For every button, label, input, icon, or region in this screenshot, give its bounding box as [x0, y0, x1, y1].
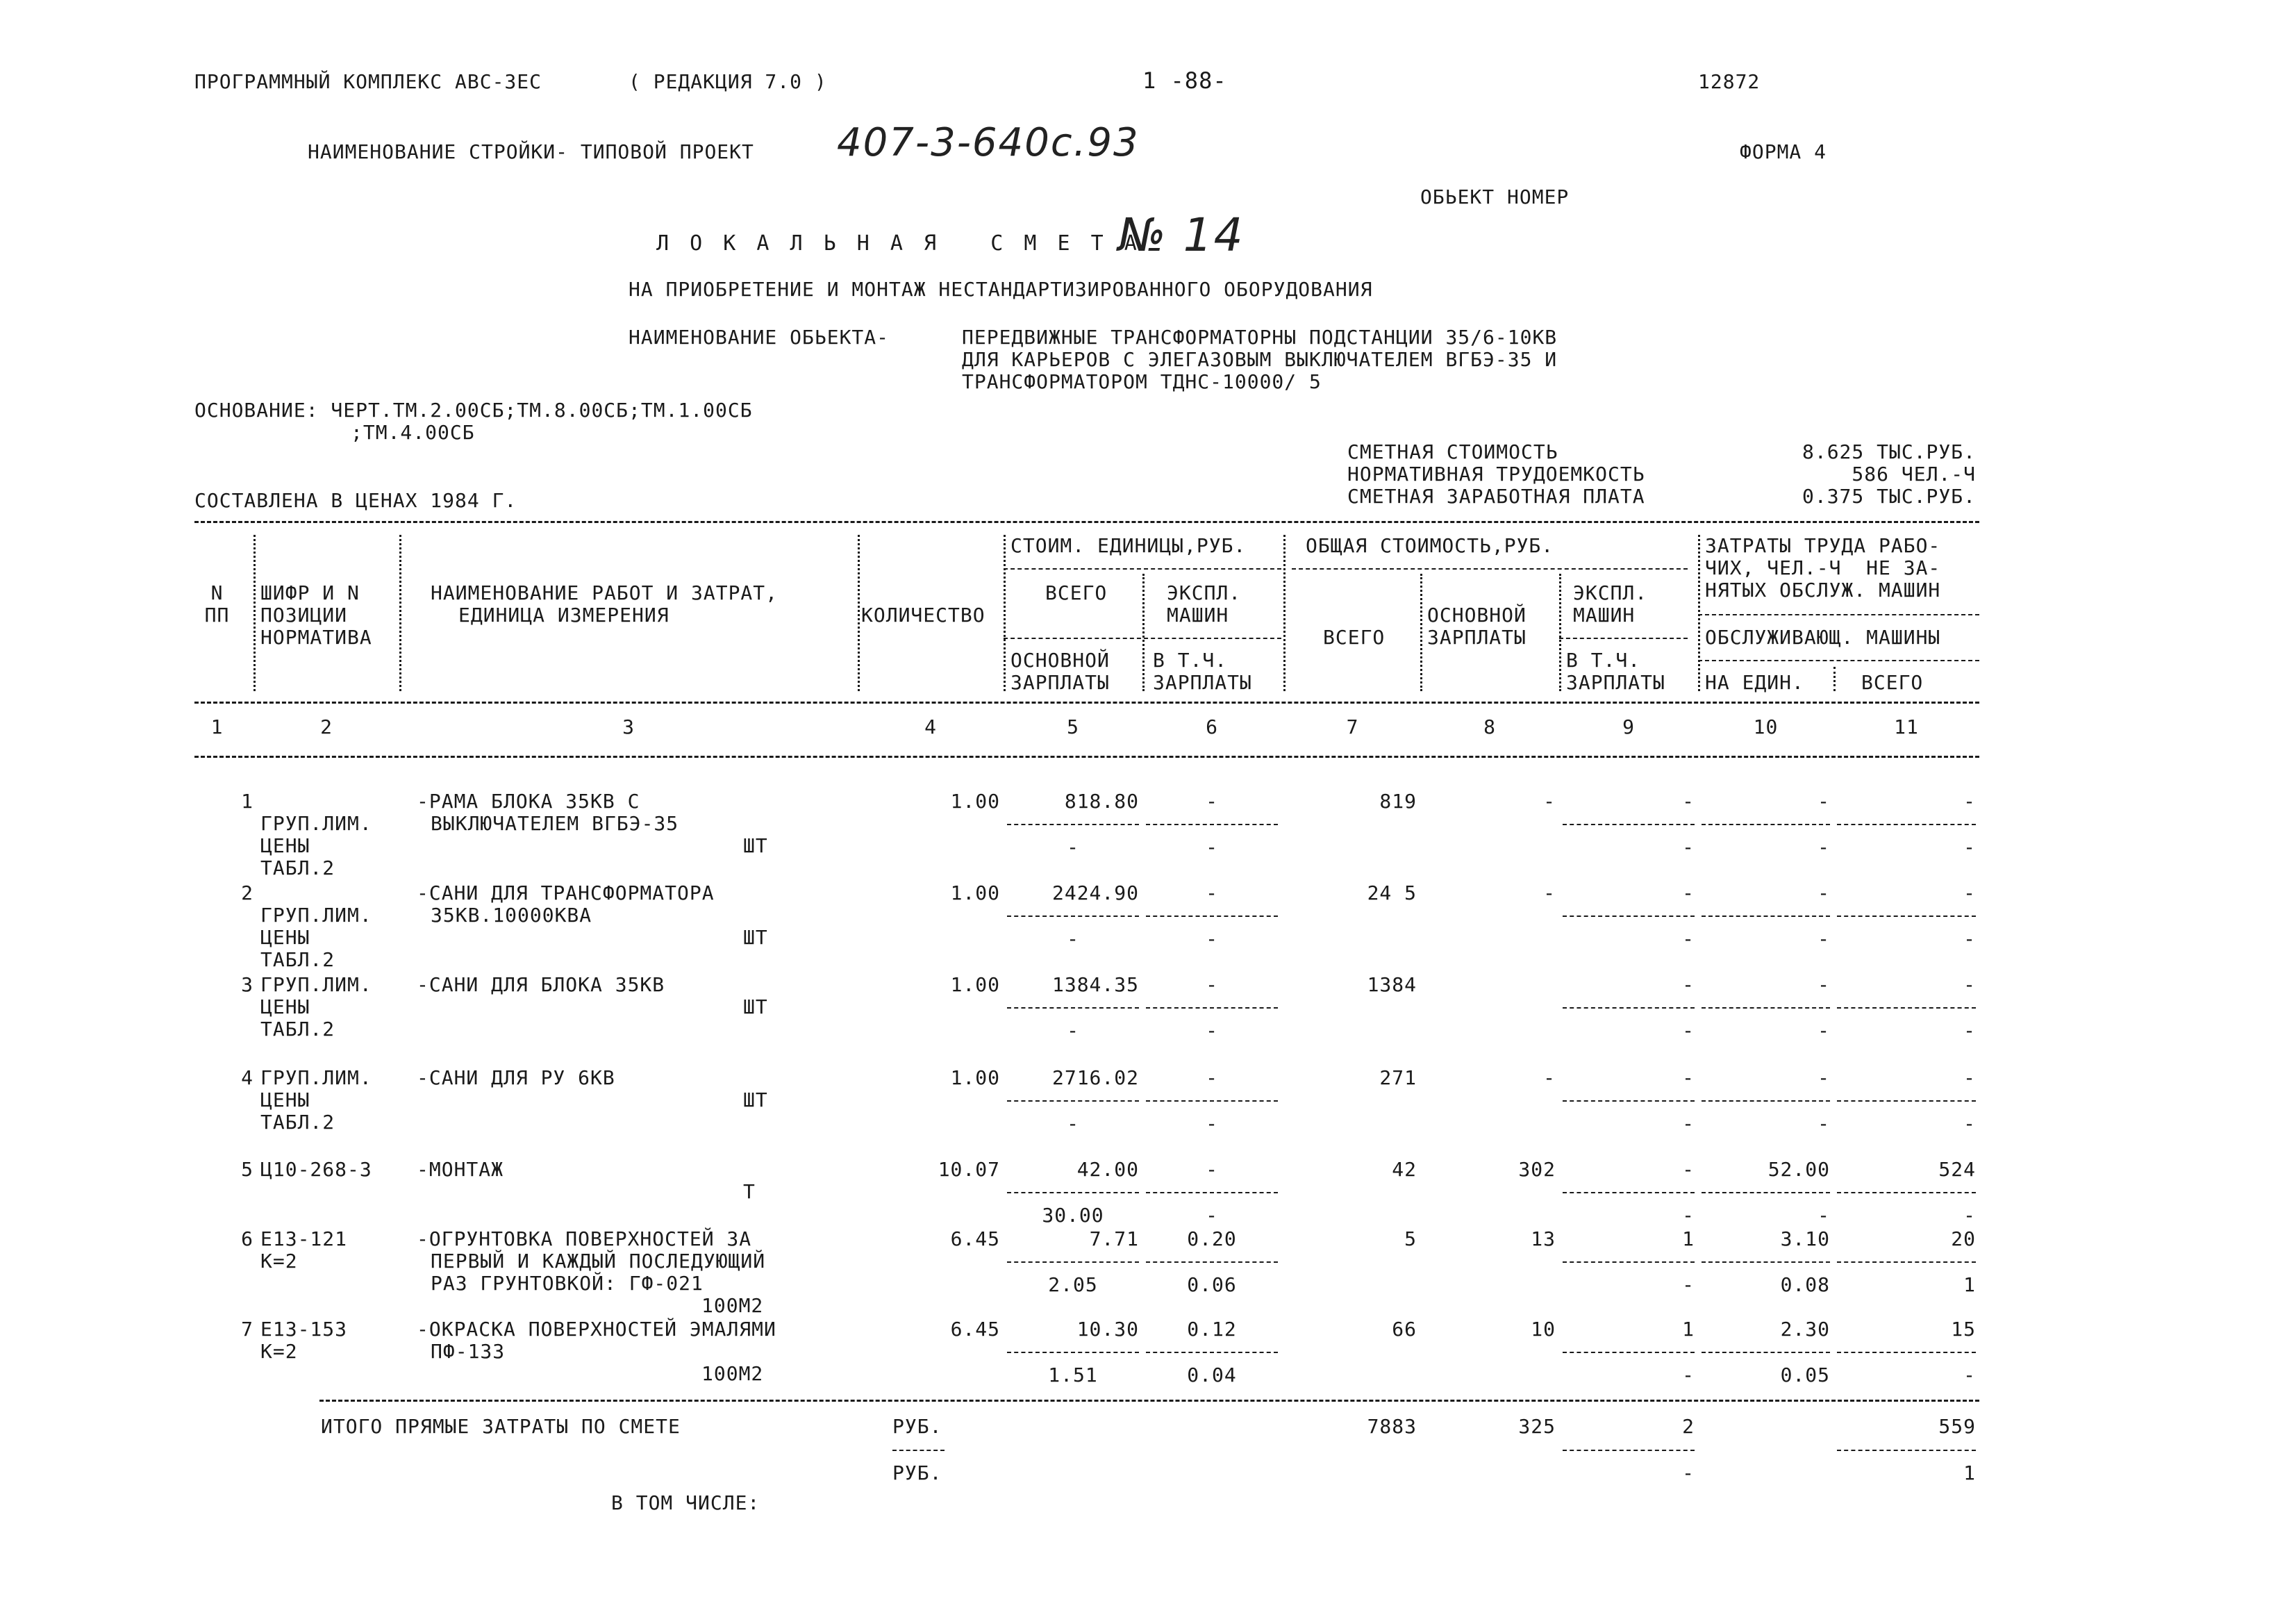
totals-currency-2: РУБ. — [892, 1461, 942, 1484]
row-quantity: 1.00 — [950, 973, 1000, 996]
row-exploit-wages: - — [1682, 927, 1695, 950]
row-c9: - — [1682, 1066, 1695, 1089]
col-number: 4 — [924, 715, 937, 738]
including-label: В ТОМ ЧИСЛЕ: — [611, 1491, 760, 1514]
page-number: 1 -88- — [1142, 67, 1227, 94]
row-unit-rule — [1146, 1192, 1278, 1193]
row-c11: - — [1963, 881, 1976, 904]
row-total-rule — [1563, 1007, 1695, 1009]
row-exploit-wages: - — [1682, 1204, 1695, 1227]
row-unit-rule — [1007, 1352, 1139, 1353]
row-c8: - — [1543, 1066, 1556, 1089]
col-number: 5 — [1067, 715, 1079, 738]
estimate-number: № 14 — [1118, 208, 1245, 262]
row-unit: ШТ — [743, 995, 768, 1018]
total-cost-group-rule — [1292, 568, 1688, 570]
row-unit: ШТ — [743, 834, 768, 857]
row-name: ВЫКЛЮЧАТЕЛЕМ ВГБЭ-35 — [431, 812, 679, 835]
totals-basic-wages: 325 — [1518, 1415, 1556, 1438]
row-c10: 52.00 — [1767, 1158, 1830, 1181]
summary-label-labor: НОРМАТИВНАЯ ТРУДОЕМКОСТЬ — [1347, 463, 1645, 486]
summary-label-wages: СМЕТНАЯ ЗАРАБОТНАЯ ПЛАТА — [1347, 485, 1645, 508]
row-unit-exploit: - — [1206, 1066, 1218, 1089]
row-name: -РАМА БЛОКА 35КВ С — [417, 790, 640, 813]
totals-exploit: 2 — [1682, 1415, 1695, 1438]
unit-cost-group-rule — [1004, 568, 1281, 570]
row-code: ЦЕНЫ — [260, 1088, 310, 1111]
unit-incl-wages-head-1: В Т.Ч. — [1153, 649, 1228, 672]
estimate-title: Л О К А Л Ь Н А Я С М Е Т А — [656, 231, 1141, 256]
row-unit-basic-wages: - — [1067, 927, 1079, 950]
row-code: ГРУП.ЛИМ. — [260, 904, 372, 927]
row-number: 6 — [241, 1227, 253, 1250]
form-label: ФОРМА 4 — [1740, 140, 1827, 163]
row-total-rule — [1837, 1261, 1976, 1263]
row-labor-service-unit: - — [1817, 1204, 1830, 1227]
row-c11: 524 — [1938, 1158, 1976, 1181]
row-c9: 1 — [1682, 1318, 1695, 1341]
document-code: 12872 — [1698, 70, 1761, 93]
unit-exploit-head-2: МАШИН — [1167, 604, 1229, 627]
row-code: ГРУП.ЛИМ. — [260, 1066, 372, 1089]
row-unit-rule — [1007, 1100, 1139, 1102]
row-c9: - — [1682, 1158, 1695, 1181]
row-code: ЦЕНЫ — [260, 995, 310, 1018]
row-unit-rule — [1146, 1007, 1278, 1009]
row-unit-rule — [1007, 1007, 1139, 1009]
row-exploit-wages: - — [1682, 1364, 1695, 1386]
row-c11: - — [1963, 973, 1976, 996]
col3-head-1: НАИМЕНОВАНИЕ РАБОТ И ЗАТРАТ, — [431, 581, 779, 604]
row-c8: 13 — [1531, 1227, 1556, 1250]
labor-group-head-1: ЗАТРАТЫ ТРУДА РАБО- — [1705, 534, 1941, 557]
row-number: 4 — [241, 1066, 253, 1089]
row-code: Ц10-268-3 — [260, 1158, 372, 1181]
total-exploit-head-1: ЭКСПЛ. — [1573, 581, 1648, 604]
row-code: К=2 — [260, 1340, 298, 1363]
row-labor-service-unit: 0.05 — [1780, 1364, 1830, 1386]
row-unit-exploit: 0.20 — [1187, 1227, 1237, 1250]
total-exploit-mid-rule — [1559, 638, 1688, 639]
row-c9: - — [1682, 790, 1695, 813]
col-number: 8 — [1483, 715, 1496, 738]
row-total-rule — [1702, 824, 1830, 825]
row-total-rule — [1563, 824, 1695, 825]
row-exploit-wages: - — [1682, 1112, 1695, 1135]
total-exploit-head-2: МАШИН — [1573, 604, 1636, 627]
row-unit-basic-wages: 1.51 — [1048, 1364, 1098, 1386]
row-c7: 66 — [1392, 1318, 1417, 1341]
row-unit: ШТ — [743, 1088, 768, 1111]
row-code: ЦЕНЫ — [260, 834, 310, 857]
total-cost-group-head: ОБЩАЯ СТОИМОСТЬ,РУБ. — [1306, 534, 1554, 557]
row-labor-service-unit: - — [1817, 1019, 1830, 1042]
row-code: ТАБЛ.2 — [260, 856, 335, 879]
row-unit-incl-wages: - — [1206, 1112, 1218, 1135]
row-c9: 1 — [1682, 1227, 1695, 1250]
row-labor-service-total: - — [1963, 1019, 1976, 1042]
row-unit-cost: 2716.02 — [1051, 1066, 1139, 1089]
row-unit: Т — [743, 1180, 756, 1203]
summary-label-cost: СМЕТНАЯ СТОИМОСТЬ — [1347, 440, 1558, 463]
table-top-rule — [194, 521, 1979, 523]
row-c8: 302 — [1518, 1158, 1556, 1181]
row-total-rule — [1563, 1352, 1695, 1353]
row-number: 7 — [241, 1318, 253, 1341]
row-code: Е13-153 — [260, 1318, 348, 1341]
col-sep-5 — [1142, 574, 1145, 691]
row-number: 3 — [241, 973, 253, 996]
row-unit-rule — [1146, 1261, 1278, 1263]
col1-head-1: N — [210, 581, 224, 604]
totals-labor-service: 1 — [1963, 1461, 1976, 1484]
row-c10: - — [1817, 881, 1830, 904]
row-total-rule — [1563, 915, 1695, 917]
row-number: 1 — [241, 790, 253, 813]
row-labor-service-total: 1 — [1963, 1273, 1976, 1296]
row-total-rule — [1563, 1261, 1695, 1263]
labor-service-head: ОБСЛУЖИВАЮЩ. МАШИНЫ — [1705, 626, 1941, 649]
row-unit-incl-wages: - — [1206, 1019, 1218, 1042]
row-code: ТАБЛ.2 — [260, 1111, 335, 1134]
row-unit-rule — [1146, 824, 1278, 825]
col-sep-6 — [1283, 535, 1286, 691]
row-c7: 24 5 — [1367, 881, 1417, 904]
row-unit-incl-wages: 0.06 — [1187, 1273, 1237, 1296]
row-unit-basic-wages: - — [1067, 1019, 1079, 1042]
col1-head-2: ПП — [204, 604, 230, 627]
row-exploit-wages: - — [1682, 1273, 1695, 1296]
row-total-rule — [1702, 915, 1830, 917]
row-code: ТАБЛ.2 — [260, 948, 335, 971]
prices-note: СОСТАВЛЕНА В ЦЕНАХ 1984 Г. — [194, 489, 517, 512]
row-name: -САНИ ДЛЯ РУ 6КВ — [417, 1066, 615, 1089]
object-number-label: ОБЬЕКТ НОМЕР — [1420, 185, 1570, 208]
labor-lower-rule — [1698, 660, 1979, 661]
row-total-rule — [1702, 1100, 1830, 1102]
row-unit-rule — [1007, 1261, 1139, 1263]
row-unit-basic-wages: - — [1067, 836, 1079, 859]
row-number: 5 — [241, 1158, 253, 1181]
object-line-3: ТРАНСФОРМАТОРОМ ТДНС-10000/ 5 — [962, 370, 1322, 393]
row-unit-exploit: - — [1206, 973, 1218, 996]
col-sep-1 — [253, 535, 256, 691]
col-sep-10 — [1833, 667, 1836, 691]
row-unit: ШТ — [743, 926, 768, 949]
edition-label: ( РЕДАКЦИЯ 7.0 ) — [629, 70, 827, 93]
summary-value-labor: 586 ЧЕЛ.-Ч — [1852, 463, 1976, 486]
col-number: 11 — [1894, 715, 1919, 738]
row-unit-exploit: 0.12 — [1187, 1318, 1237, 1341]
row-number: 2 — [241, 881, 253, 904]
col-number: 3 — [622, 715, 635, 738]
row-unit-cost: 42.00 — [1076, 1158, 1139, 1181]
row-c9: - — [1682, 881, 1695, 904]
row-c11: - — [1963, 1066, 1976, 1089]
col4-head: КОЛИЧЕСТВО — [861, 604, 985, 627]
row-code: ЦЕНЫ — [260, 926, 310, 949]
unit-exploit-head-1: ЭКСПЛ. — [1167, 581, 1242, 604]
row-name: -САНИ ДЛЯ БЛОКА 35КВ — [417, 973, 665, 996]
row-unit-cost: 10.30 — [1076, 1318, 1139, 1341]
row-c8: - — [1543, 881, 1556, 904]
row-unit-incl-wages: - — [1206, 836, 1218, 859]
row-total-rule — [1702, 1192, 1830, 1193]
summary-value-wages: 0.375 ТЫС.РУБ. — [1802, 485, 1976, 508]
row-c8: - — [1543, 790, 1556, 813]
row-total-rule — [1702, 1007, 1830, 1009]
row-quantity: 1.00 — [950, 790, 1000, 813]
row-c7: 819 — [1379, 790, 1417, 813]
basis-line-1: ОСНОВАНИЕ: ЧЕРТ.ТМ.2.00СБ;ТМ.8.00СБ;ТМ.1.00СБ — [194, 399, 753, 422]
program-name: ПРОГРАММНЫЙ КОМПЛЕКС АВС-3ЕС — [194, 70, 542, 93]
header-rule — [194, 702, 1979, 704]
row-c10: 2.30 — [1780, 1318, 1830, 1341]
row-total-rule — [1837, 1352, 1976, 1353]
object-label: НАИМЕНОВАНИЕ ОБЬЕКТА- — [629, 326, 890, 349]
row-c10: - — [1817, 790, 1830, 813]
row-unit-exploit: - — [1206, 790, 1218, 813]
col2-head-1: ШИФР И N — [260, 581, 360, 604]
col-sep-9 — [1698, 535, 1700, 691]
row-c10: - — [1817, 973, 1830, 996]
row-labor-service-unit: - — [1817, 1112, 1830, 1135]
totals-labor: 559 — [1938, 1415, 1976, 1438]
col-number: 10 — [1753, 715, 1779, 738]
unit-cost-group-head: СТОИМ. ЕДИНИЦЫ,РУБ. — [1010, 534, 1247, 557]
totals-exploit-wages: - — [1682, 1461, 1695, 1484]
row-quantity: 6.45 — [950, 1318, 1000, 1341]
row-unit-rule — [1007, 1192, 1139, 1193]
total-basic-wages-head-1: ОСНОВНОЙ — [1427, 604, 1526, 627]
row-unit-basic-wages: 2.05 — [1048, 1273, 1098, 1296]
totals-label: ИТОГО ПРЯМЫЕ ЗАТРАТЫ ПО СМЕТЕ — [321, 1415, 681, 1438]
row-c9: - — [1682, 973, 1695, 996]
row-total-rule — [1702, 1261, 1830, 1263]
row-c7: 42 — [1392, 1158, 1417, 1181]
totals-labor-rule — [1837, 1450, 1976, 1451]
total-all-head: ВСЕГО — [1323, 626, 1386, 649]
row-unit-rule — [1007, 824, 1139, 825]
row-unit-exploit: - — [1206, 1158, 1218, 1181]
row-unit-cost: 2424.90 — [1051, 881, 1139, 904]
row-unit-cost: 1384.35 — [1051, 973, 1139, 996]
col-number: 7 — [1346, 715, 1359, 738]
row-total-rule — [1563, 1100, 1695, 1102]
row-unit: 100М2 — [701, 1362, 764, 1385]
labor-per-unit-head: НА ЕДИН. — [1705, 671, 1804, 694]
total-incl-wages-head-2: ЗАРПЛАТЫ — [1566, 671, 1665, 694]
row-code: ТАБЛ.2 — [260, 1018, 335, 1041]
row-c8: 10 — [1531, 1318, 1556, 1341]
col-number: 1 — [210, 715, 224, 738]
project-number: 407-3-640с.93 — [837, 120, 1140, 165]
row-unit-rule — [1146, 1352, 1278, 1353]
row-labor-service-total: - — [1963, 1364, 1976, 1386]
estimate-subtitle: НА ПРИОБРЕТЕНИЕ И МОНТАЖ НЕСТАНДАРТИЗИРОВАННОГО ОБОРУДОВАНИЯ — [629, 278, 1373, 301]
row-labor-service-total: - — [1963, 1112, 1976, 1135]
row-code: Е13-121 — [260, 1227, 348, 1250]
row-quantity: 10.07 — [938, 1158, 1000, 1181]
col-number: 2 — [320, 715, 333, 738]
row-unit-rule — [1146, 1100, 1278, 1102]
row-exploit-wages: - — [1682, 836, 1695, 859]
row-c7: 271 — [1379, 1066, 1417, 1089]
row-unit-rule — [1146, 915, 1278, 917]
row-labor-service-total: - — [1963, 927, 1976, 950]
totals-total-cost: 7883 — [1367, 1415, 1417, 1438]
row-unit-cost: 818.80 — [1064, 790, 1139, 813]
totals-top-rule — [319, 1400, 1979, 1402]
unit-incl-wages-head-2: ЗАРПЛАТЫ — [1153, 671, 1252, 694]
col-number: 6 — [1206, 715, 1218, 738]
row-name: 35КВ.10000КВА — [431, 904, 592, 927]
row-c7: 1384 — [1367, 973, 1417, 996]
row-code: К=2 — [260, 1250, 298, 1273]
col-sep-3 — [858, 535, 860, 691]
row-total-rule — [1837, 824, 1976, 825]
col2-head-2: ПОЗИЦИИ — [260, 604, 348, 627]
row-labor-service-total: - — [1963, 1204, 1976, 1227]
row-c10: - — [1817, 1066, 1830, 1089]
row-quantity: 1.00 — [950, 1066, 1000, 1089]
row-labor-service-unit: - — [1817, 836, 1830, 859]
totals-currency-rule — [892, 1450, 945, 1451]
totals-exploit-rule — [1563, 1450, 1695, 1451]
row-name: ПЕРВЫЙ И КАЖДЫЙ ПОСЛЕДУЮЩИЙ — [431, 1250, 766, 1273]
object-line-2: ДЛЯ КАРЬЕРОВ С ЭЛЕГАЗОВЫМ ВЫКЛЮЧАТЕЛЕМ ВГБЭ-35 И — [962, 348, 1558, 371]
row-total-rule — [1837, 1100, 1976, 1102]
row-total-rule — [1563, 1192, 1695, 1193]
row-c11: 15 — [1951, 1318, 1976, 1341]
row-name: ПФ-133 — [431, 1340, 506, 1363]
row-unit-basic-wages: - — [1067, 1112, 1079, 1135]
row-code: ГРУП.ЛИМ. — [260, 973, 372, 996]
total-incl-wages-head-1: В Т.Ч. — [1566, 649, 1641, 672]
col-sep-7 — [1420, 574, 1422, 691]
row-unit: 100М2 — [701, 1294, 764, 1317]
row-unit-basic-wages: 30.00 — [1042, 1204, 1104, 1227]
row-unit-rule — [1007, 915, 1139, 917]
row-code: ГРУП.ЛИМ. — [260, 812, 372, 835]
col-sep-8 — [1559, 574, 1561, 691]
row-unit-incl-wages: - — [1206, 1204, 1218, 1227]
row-labor-service-total: - — [1963, 836, 1976, 859]
basis-line-2: ;ТМ.4.00СБ — [351, 421, 475, 444]
col3-head-2: ЕДИНИЦА ИЗМЕРЕНИЯ — [458, 604, 669, 627]
row-total-rule — [1702, 1352, 1830, 1353]
column-number-rule — [194, 756, 1979, 758]
labor-upper-rule — [1698, 614, 1979, 615]
row-exploit-wages: - — [1682, 1019, 1695, 1042]
row-unit-incl-wages: 0.04 — [1187, 1364, 1237, 1386]
row-unit-incl-wages: - — [1206, 927, 1218, 950]
col-sep-2 — [399, 535, 401, 691]
row-name: -ОГРУНТОВКА ПОВЕРХНОСТЕЙ ЗА — [417, 1227, 752, 1250]
row-labor-service-unit: - — [1817, 927, 1830, 950]
totals-currency: РУБ. — [892, 1415, 942, 1438]
row-quantity: 1.00 — [950, 881, 1000, 904]
row-total-rule — [1837, 1007, 1976, 1009]
summary-value-cost: 8.625 ТЫС.РУБ. — [1802, 440, 1976, 463]
col2-head-3: НОРМАТИВА — [260, 626, 372, 649]
total-basic-wages-head-2: ЗАРПЛАТЫ — [1427, 626, 1526, 649]
row-c10: 3.10 — [1780, 1227, 1830, 1250]
row-name: -МОНТАЖ — [417, 1158, 504, 1181]
row-unit-exploit: - — [1206, 881, 1218, 904]
labor-group-head-2: ЧИХ, ЧЕЛ.-Ч НЕ ЗА- — [1705, 556, 1941, 579]
labor-group-head-3: НЯТЫХ ОБСЛУЖ. МАШИН — [1705, 579, 1941, 602]
col-number: 9 — [1622, 715, 1635, 738]
row-name: -ОКРАСКА ПОВЕРХНОСТЕЙ ЭМАЛЯМИ — [417, 1318, 776, 1341]
row-c11: - — [1963, 790, 1976, 813]
row-unit-cost: 7.71 — [1089, 1227, 1139, 1250]
row-c7: 5 — [1404, 1227, 1417, 1250]
row-c11: 20 — [1951, 1227, 1976, 1250]
project-label: НАИМЕНОВАНИЕ СТРОЙКИ- ТИПОВОЙ ПРОЕКТ — [308, 140, 754, 163]
labor-total-head: ВСЕГО — [1861, 671, 1924, 694]
unit-basic-wages-head-2: ЗАРПЛАТЫ — [1010, 671, 1110, 694]
row-quantity: 6.45 — [950, 1227, 1000, 1250]
unit-total-head: ВСЕГО — [1045, 581, 1108, 604]
row-total-rule — [1837, 1192, 1976, 1193]
row-labor-service-unit: 0.08 — [1780, 1273, 1830, 1296]
row-total-rule — [1837, 915, 1976, 917]
col-sep-4 — [1004, 535, 1006, 691]
row-name: -САНИ ДЛЯ ТРАНСФОРМАТОРА — [417, 881, 715, 904]
row-name: РАЗ ГРУНТОВКОЙ: ГФ-021 — [431, 1272, 704, 1295]
object-line-1: ПЕРЕДВИЖНЫЕ ТРАНСФОРМАТОРНЫ ПОДСТАНЦИИ 35/6-10КВ — [962, 326, 1558, 349]
unit-basic-wages-head-1: ОСНОВНОЙ — [1010, 649, 1110, 672]
